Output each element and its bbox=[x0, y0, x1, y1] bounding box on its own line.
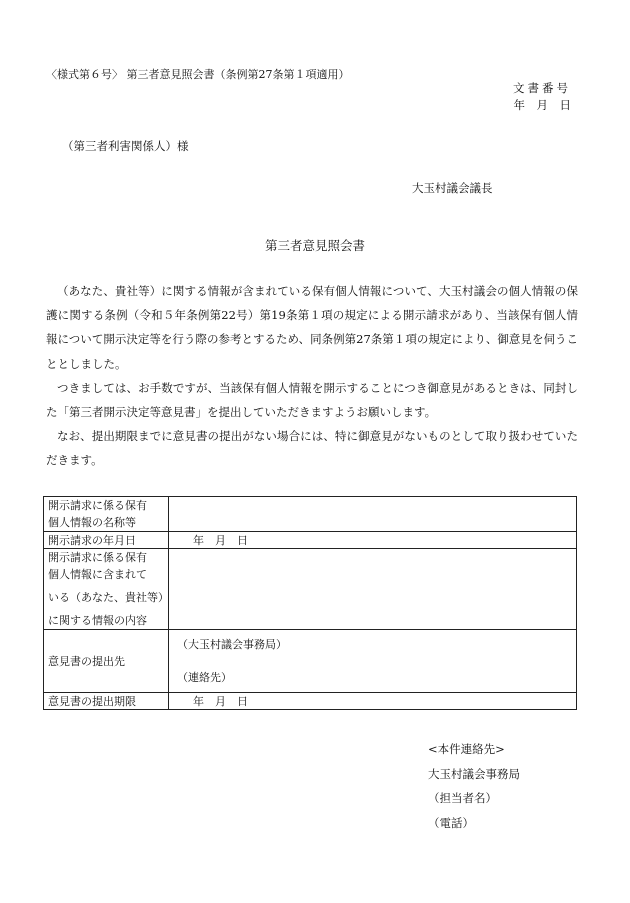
table-row bbox=[44, 497, 577, 532]
contact-office: 大玉村議会事務局 bbox=[428, 766, 520, 781]
body-text bbox=[46, 279, 578, 473]
info-name-value[interactable] bbox=[169, 497, 577, 532]
form-label: 〈様式第６号〉 第三者意見照会書（条例第27条第１項適用） bbox=[46, 68, 350, 81]
deadline-label: 意見書の提出期限 bbox=[44, 693, 169, 710]
info-content-value[interactable] bbox=[169, 549, 577, 630]
document-number: 文書番号 bbox=[513, 81, 571, 95]
sender: 大玉村議会議長 bbox=[412, 181, 493, 195]
info-name-label: 開示請求に係る保有 個人情報の名称等 bbox=[44, 497, 169, 532]
submit-to-label: 意見書の提出先 bbox=[44, 630, 169, 693]
contact-phone: （電話） bbox=[428, 815, 474, 830]
info-table bbox=[43, 496, 577, 710]
paragraph-1: （あなた、貴社等）に関する情報が含まれている保有個人情報について、大玉村議会の個人情報の保護に関する条例（令和５年条例第22号）第19条第１項の規定による開示請求があり、当該保有個人情報について開示決定等を行う際の参考とするため、同条例第27条第１項の規定により、御意見を伺うこととしました。 bbox=[46, 284, 578, 371]
page-title: 第三者意見照会書 bbox=[264, 238, 365, 253]
submit-to-value[interactable]: （大玉村議会事務局） （連絡先） bbox=[169, 630, 577, 693]
deadline-value[interactable]: 年 月 日 bbox=[169, 693, 577, 710]
table-row bbox=[44, 532, 577, 549]
request-date-value[interactable]: 年 月 日 bbox=[169, 532, 577, 549]
contact-block bbox=[428, 737, 520, 835]
table-row bbox=[44, 693, 577, 710]
document-date: 年 月 日 bbox=[513, 98, 571, 112]
info-content-label: 開示請求に係る保有 個人情報に含まれて いる（あなた、貴社等） に関する情報の内容 bbox=[44, 549, 169, 630]
paragraph-3: なお、提出期限までに意見書の提出がない場合には、特に御意見がないものとして取り扱わせていただきます。 bbox=[46, 429, 578, 468]
addressee: （第三者利害関係人）様 bbox=[62, 139, 189, 153]
table-row bbox=[44, 549, 577, 630]
table-row bbox=[44, 630, 577, 693]
contact-heading: <本件連絡先> bbox=[428, 742, 505, 756]
paragraph-2: つきましては、お手数ですが、当該保有個人情報を開示することにつき御意見があるときは、同封した「第三者開示決定等意見書」を提出していただきますようお願いします。 bbox=[46, 380, 578, 420]
request-date-label: 開示請求の年月日 bbox=[44, 532, 169, 549]
contact-person: （担当者名） bbox=[428, 791, 497, 805]
